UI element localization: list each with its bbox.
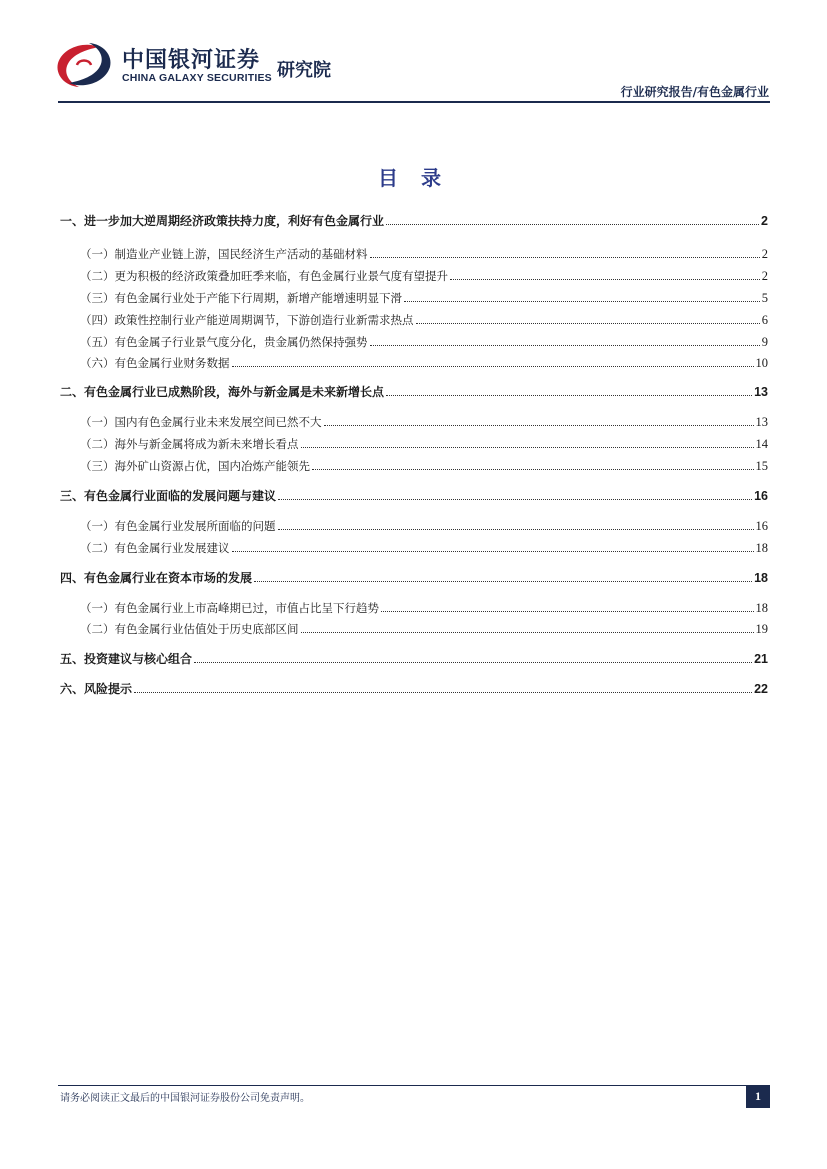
- toc-title: 目 录: [378, 166, 449, 190]
- toc-entry-title: （三）海外矿山资源占优，国内冶炼产能领先: [80, 459, 310, 473]
- toc-subsection-link[interactable]: [60, 307, 768, 327]
- toc-entry-page: 21: [754, 652, 768, 666]
- toc-leader-dots: [254, 580, 752, 582]
- toc-section-link[interactable]: [60, 565, 768, 585]
- toc-leader-dots: [232, 550, 754, 552]
- toc-entry-page: 16: [754, 489, 768, 503]
- toc-entry-title: 六、风险提示: [60, 682, 133, 696]
- toc-entry-page: 9: [761, 335, 768, 349]
- toc-entry-title: 二、有色金属行业已成熟阶段，海外与新金属是未来新增长点: [60, 385, 385, 399]
- toc-entry-page: 18: [754, 571, 768, 585]
- toc-leader-dots: [404, 300, 760, 302]
- toc-leader-dots: [278, 528, 754, 530]
- toc-entry-page: 16: [755, 519, 768, 533]
- toc-entry-title: 四、有色金属行业在资本市场的发展: [60, 571, 253, 585]
- toc-leader-dots: [370, 256, 760, 258]
- toc-leader-dots: [301, 631, 754, 633]
- toc-entry-title: 三、有色金属行业面临的发展问题与建议: [60, 489, 277, 503]
- toc-subsection-link[interactable]: [60, 241, 768, 261]
- toc-entry-page: 13: [754, 385, 768, 399]
- toc-subsection-link[interactable]: [60, 535, 768, 555]
- toc-entry-page: 14: [755, 437, 768, 451]
- footer-disclaimer: 请务必阅读正文最后的中国银河证券股份公司免责声明。: [60, 1093, 310, 1104]
- toc-entry-title: （一）有色金属行业发展所面临的问题: [80, 519, 276, 533]
- toc-section-link[interactable]: [60, 379, 768, 399]
- toc-leader-dots: [370, 344, 760, 346]
- institute-label: 研究院: [277, 60, 331, 81]
- header-divider: [58, 101, 770, 103]
- toc-section-link[interactable]: [60, 483, 768, 503]
- toc-leader-dots: [194, 661, 752, 663]
- toc-entry-title: （一）制造业产业链上游，国民经济生产活动的基础材料: [80, 247, 368, 261]
- toc-leader-dots: [134, 691, 752, 693]
- toc-subsection-link[interactable]: [60, 350, 768, 370]
- toc-section-link[interactable]: [60, 646, 768, 666]
- toc-leader-dots: [324, 424, 754, 426]
- toc-leader-dots: [301, 446, 754, 448]
- toc-entry-page: 2: [761, 247, 768, 261]
- toc-entry-title: 一、进一步加大逆周期经济政策扶持力度，利好有色金属行业: [60, 214, 385, 228]
- toc-entry-page: 10: [755, 356, 768, 370]
- company-name-cn: 中国银河证券: [122, 48, 261, 73]
- toc-entry-page: 13: [755, 415, 768, 429]
- toc-subsection-link[interactable]: [60, 263, 768, 283]
- toc-entry-page: 22: [754, 682, 768, 696]
- toc-entry-title: （六）有色金属行业财务数据: [80, 356, 230, 370]
- toc-entry-page: 5: [761, 291, 768, 305]
- toc-section-link[interactable]: [60, 676, 768, 696]
- toc-subsection-link[interactable]: [60, 513, 768, 533]
- toc-entry-title: （二）更为积极的经济政策叠加旺季来临，有色金属行业景气度有望提升: [80, 269, 448, 283]
- toc-entry-page: 15: [755, 459, 768, 473]
- toc-section-link[interactable]: [60, 208, 768, 228]
- toc-entry-page: 18: [755, 601, 768, 615]
- toc-subsection-link[interactable]: [60, 616, 768, 636]
- toc-entry-title: （二）有色金属行业发展建议: [80, 541, 230, 555]
- toc-leader-dots: [381, 610, 754, 612]
- toc-entry-title: （五）有色金属子行业景气度分化，贵金属仍然保持强势: [80, 335, 368, 349]
- toc-subsection-link[interactable]: [60, 431, 768, 451]
- toc-leader-dots: [450, 278, 760, 280]
- toc-leader-dots: [416, 322, 760, 324]
- toc-entry-title: （二）海外与新金属将成为新未来增长看点: [80, 437, 299, 451]
- toc-entry-title: （四）政策性控制行业产能逆周期调节，下游创造行业新需求热点: [80, 313, 414, 327]
- footer-divider: [58, 1085, 770, 1086]
- toc-subsection-link[interactable]: [60, 285, 768, 305]
- toc-entry-title: 五、投资建议与核心组合: [60, 652, 193, 666]
- galaxy-logo-icon: [55, 41, 113, 89]
- toc-entry-page: 2: [761, 269, 768, 283]
- toc-subsection-link[interactable]: [60, 595, 768, 615]
- toc-leader-dots: [386, 223, 759, 225]
- toc-entry-title: （一）国内有色金属行业未来发展空间已然不大: [80, 415, 322, 429]
- toc-entry-title: （二）有色金属行业估值处于历史底部区间: [80, 622, 299, 636]
- toc-entry-page: 18: [755, 541, 768, 555]
- toc-leader-dots: [278, 498, 752, 500]
- toc-entry-title: （一）有色金属行业上市高峰期已过，市值占比呈下行趋势: [80, 601, 379, 615]
- toc-subsection-link[interactable]: [60, 453, 768, 473]
- toc-entry-page: 2: [761, 214, 768, 228]
- report-type-label: 行业研究报告/有色金属行业: [620, 85, 769, 99]
- toc-entry-page: 6: [761, 313, 768, 327]
- toc-leader-dots: [386, 394, 752, 396]
- toc-entry-page: 19: [755, 622, 768, 636]
- toc-leader-dots: [312, 468, 754, 470]
- toc-subsection-link[interactable]: [60, 329, 768, 349]
- toc-entry-title: （三）有色金属行业处于产能下行周期，新增产能增速明显下滑: [80, 291, 402, 305]
- toc-leader-dots: [232, 365, 754, 367]
- page-header: [0, 0, 827, 106]
- company-name-en: CHINA GALAXY SECURITIES: [122, 72, 272, 84]
- page-number: 1: [746, 1085, 770, 1108]
- toc-subsection-link[interactable]: [60, 409, 768, 429]
